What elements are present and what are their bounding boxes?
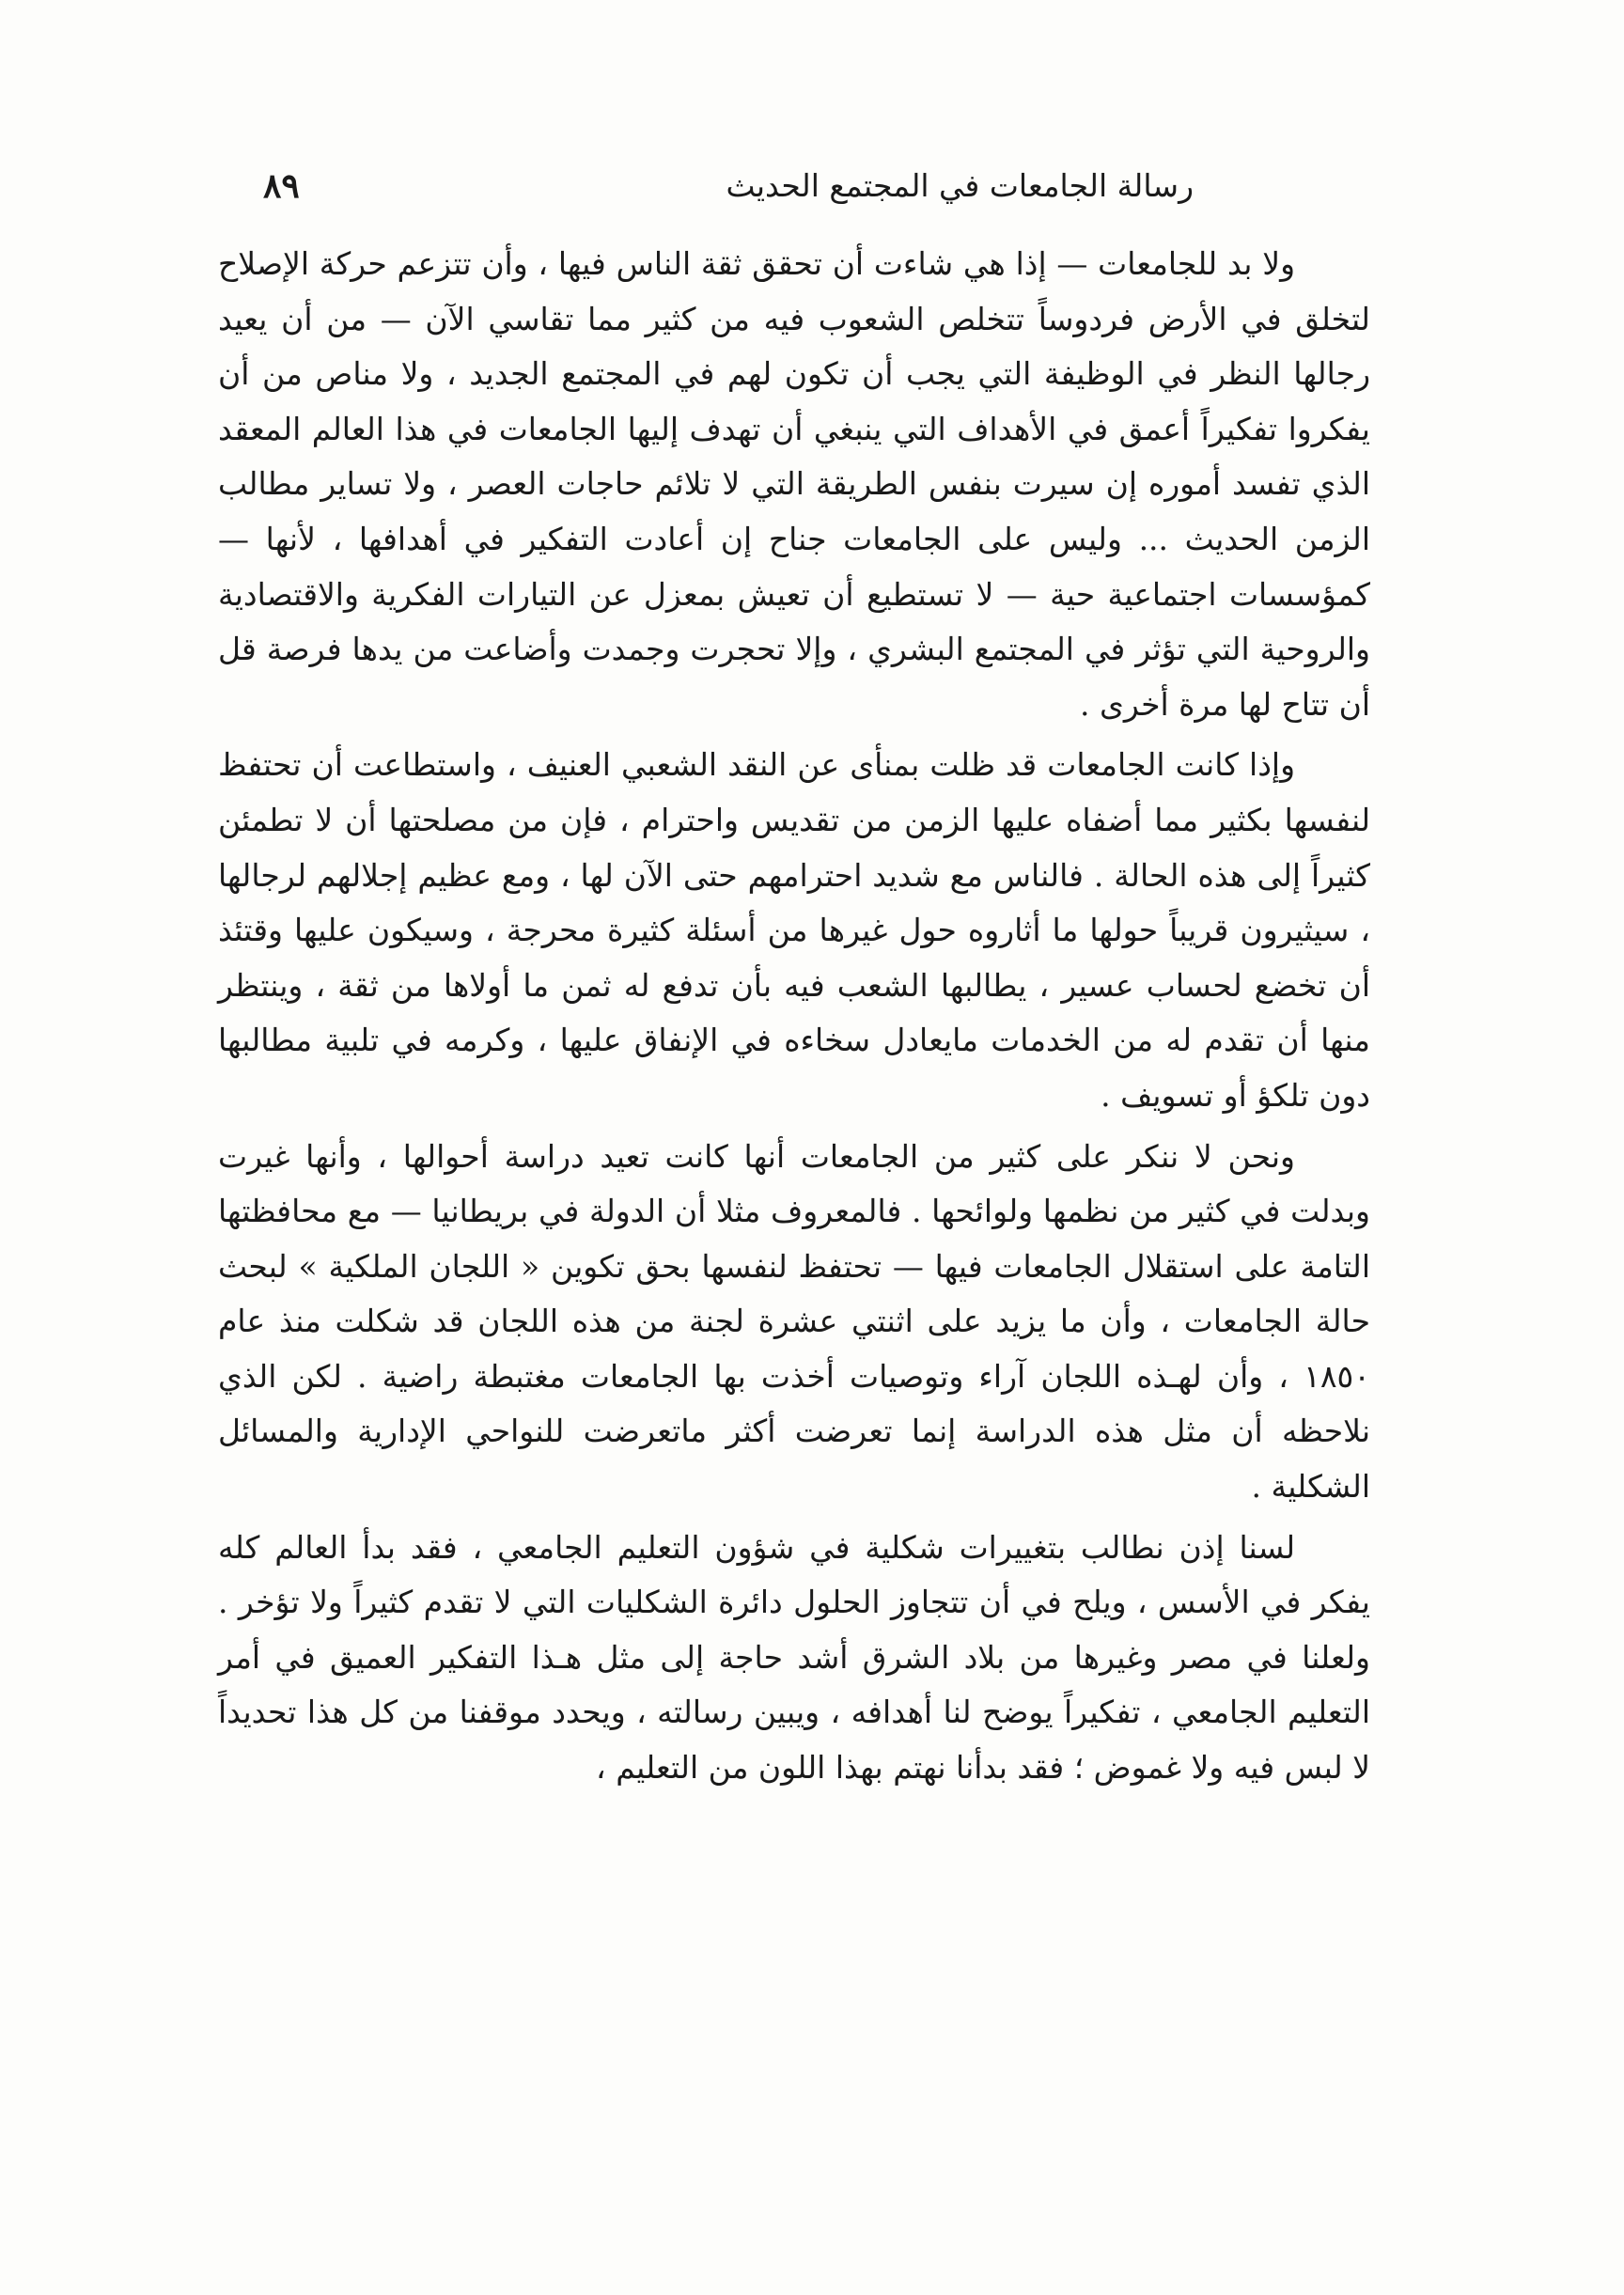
paragraph-4: لسنا إذن نطالب بتغييرات شكلية في شؤون التعليم الجامعي ، فقد بدأ العالم كله يفكر في الأسس ، ويلح في أن تتجاوز الحلول دائرة الشكليات التي لا تقدم كثيراً ولا تؤخر . ولعلنا في مصر وغيرها من بلاد الشرق أشد حاجة إلى مثل هـذا التفكير العميق في أمر التعليم الجامعي ، تفكيراً يوضح لنا أهدافه ، ويبين رسالته ، ويحدد موقفنا من كل هذا تحديداً لا لبس فيه ولا غموض ؛ فقد بدأنا نهتم بهذا اللون من التعليم ، [218, 1528, 1370, 1787]
running-title: رسالة الجامعات في المجتمع الحديث [726, 167, 1194, 204]
running-head [263, 158, 1363, 214]
body-text [218, 237, 1370, 1796]
paragraph-3: ونحن لا ننكر على كثير من الجامعات أنها كانت تعيد دراسة أحوالها ، وأنها غيرت وبدلت في كثير من نظمها ولوائحها . فالمعروف مثلا أن الدولة في بريطانيا — مع محافظتها التامة على استقلال الجامعات فيها — تحتفظ لنفسها بحق تكوين « اللجان الملكية » لبحث حالة الجامعات ، وأن ما يزيد على اثنتي عشرة لجنة من هذه اللجان قد شكلت منذ عام ١٨٥٠ ، وأن لهـذه اللجان آراء وتوصيات أخذت بها الجامعات مغتبطة راضية . لكن الذي نلاحظه أن مثل هذه الدراسة إنما تعرضت أكثر ماتعرضت للنواحي الإدارية والمسائل الشكلية . [218, 1137, 1370, 1506]
page-number: ٨٩ [263, 166, 300, 206]
paragraph-1: ولا بد للجامعات — إذا هي شاءت أن تحقق ثقة الناس فيها ، وأن تتزعم حركة الإصلاح لتخلق في الأرض فردوساً تتخلص الشعوب فيه من كثير مما تقاسي الآن — من أن يعيد رجالها النظر في الوظيفة التي يجب أن تكون لهم في المجتمع الجديد ، ولا مناص من أن يفكروا تفكيراً أعمق في الأهداف التي ينبغي أن تهدف إليها الجامعات في هذا العالم المعقد الذي تفسد أموره إن سيرت بنفس الطريقة التي لا تلائم حاجات العصر ، ولا تساير مطالب الزمن الحديث ... وليس على الجامعات جناح إن أعادت التفكير في أهدافها ، لأنها — كمؤسسات اجتماعية حية — لا تستطيع أن تعيش بمعزل عن التيارات الفكرية والاقتصادية والروحية التي تؤثر في المجتمع البشري ، وإلا تحجرت وجمدت وأضاعت من يدها فرصة قل أن تتاح لها مرة أخرى . [218, 245, 1370, 723]
paragraph-2: وإذا كانت الجامعات قد ظلت بمنأى عن النقد الشعبي العنيف ، واستطاعت أن تحتفظ لنفسها بكثير مما أضفاه عليها الزمن من تقديس واحترام ، فإن من مصلحتها أن لا تطمئن كثيراً إلى هذه الحالة . فالناس مع شديد احترامهم حتى الآن لها ، ومع عظيم إجلالهم لرجالها ، سيثيرون قريباً حولها ما أثاروه حول غيرها من أسئلة كثيرة محرجة ، وسيكون عليها وقتئذ أن تخضع لحساب عسير ، يطالبها الشعب فيه بأن تدفع له ثمن ما أولاها من ثقة ، وينتظر منها أن تقدم له من الخدمات مايعادل سخاءه في الإنفاق عليها ، وكرمه في تلبية مطالبها دون تلكؤ أو تسويف . [218, 746, 1370, 1114]
